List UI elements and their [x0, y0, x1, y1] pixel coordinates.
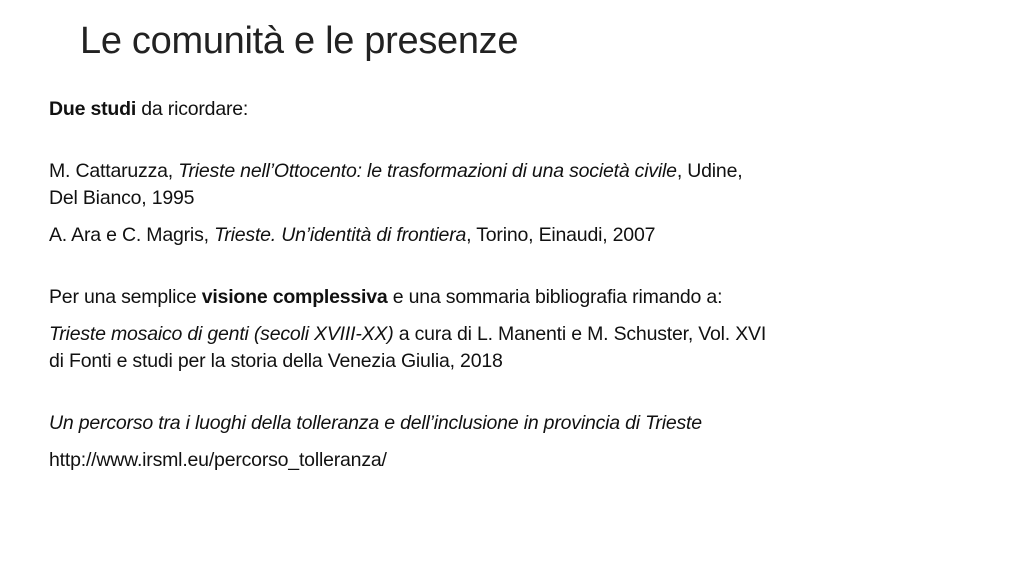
reference-ara-magris	[49, 222, 949, 249]
ref1-author: M. Cattaruzza,	[49, 160, 179, 182]
reference-cattaruzza	[49, 158, 949, 212]
overview-pre: Per una semplice	[49, 286, 202, 308]
slide-body	[49, 96, 949, 474]
ref1-title: Trieste nell’Ottocento: le trasformazioni di una società civile	[178, 160, 677, 182]
ref2-publisher: , Torino, Einaudi, 2007	[466, 224, 656, 246]
overview-line	[49, 284, 949, 311]
intro-rest: da ricordare:	[136, 98, 249, 120]
ref1-place: , Udine,	[676, 160, 743, 182]
ref3-editors: a cura di L. Manenti e M. Schuster, Vol. XVI	[393, 323, 767, 345]
ref2-title: Trieste. Un’identità di frontiera	[214, 224, 467, 246]
intro-bold: Due studi	[49, 98, 137, 120]
intro-line	[49, 96, 949, 123]
reference-mosaico	[49, 321, 949, 375]
ref2-authors: A. Ara e C. Magris,	[49, 224, 215, 246]
route-title-line	[49, 410, 949, 437]
ref1-publisher: Del Bianco, 1995	[49, 187, 195, 209]
ref3-title: Trieste mosaico di genti (secoli XVIII-XX)	[49, 323, 394, 345]
route-url-line	[49, 447, 949, 474]
ref3-series: di Fonti e studi per la storia della Venezia Giulia, 2018	[49, 350, 503, 372]
route-title: Un percorso tra i luoghi della tolleranza e dell’inclusione in provincia di Trieste	[49, 412, 702, 434]
overview-post: e una sommaria bibliografia rimando a:	[387, 286, 723, 308]
slide-title: Le comunità e le presenze	[80, 20, 519, 62]
route-url: http://www.irsml.eu/percorso_tolleranza/	[49, 449, 387, 471]
overview-bold: visione complessiva	[201, 286, 388, 308]
